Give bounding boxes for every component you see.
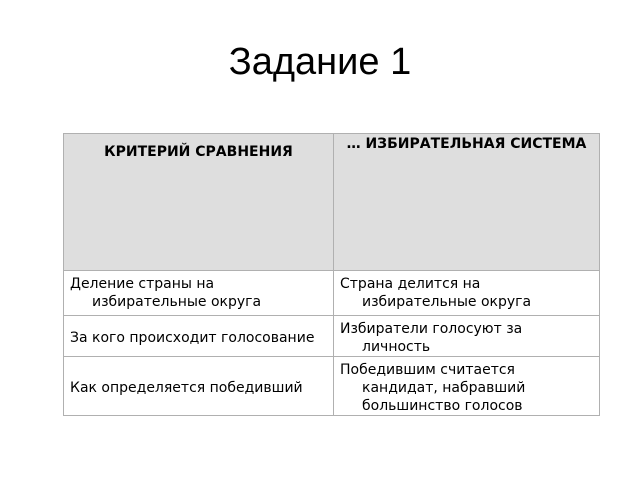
header-system [334,134,600,271]
slide-title: Задание 1 [228,41,412,83]
table-row [64,271,600,316]
value-text: Победившим считается кандидат, набравший большинство голосов [340,362,526,414]
criterion-cell [64,271,334,316]
comparison-table [63,133,600,416]
table-row [64,316,600,357]
criterion-cell [64,357,334,416]
header-criterion-label: КРИТЕРИЙ СРАВНЕНИЯ [104,144,293,160]
criterion-text: Деление страны на избирательные округа [70,276,262,310]
table-row [64,357,600,416]
table-header-row [64,134,600,271]
value-cell [334,316,600,357]
header-criterion [64,134,334,271]
criterion-cell [64,316,334,357]
value-cell [334,271,600,316]
header-system-label: … ИЗБИРАТЕЛЬНАЯ СИСТЕМА [346,136,587,152]
value-cell [334,357,600,416]
criterion-text: Как определяется победивший [70,380,303,396]
value-text: Избиратели голосуют за личность [340,321,523,355]
value-text: Страна делится на избирательные округа [340,276,532,310]
criterion-text: За кого происходит голосование [70,330,315,346]
